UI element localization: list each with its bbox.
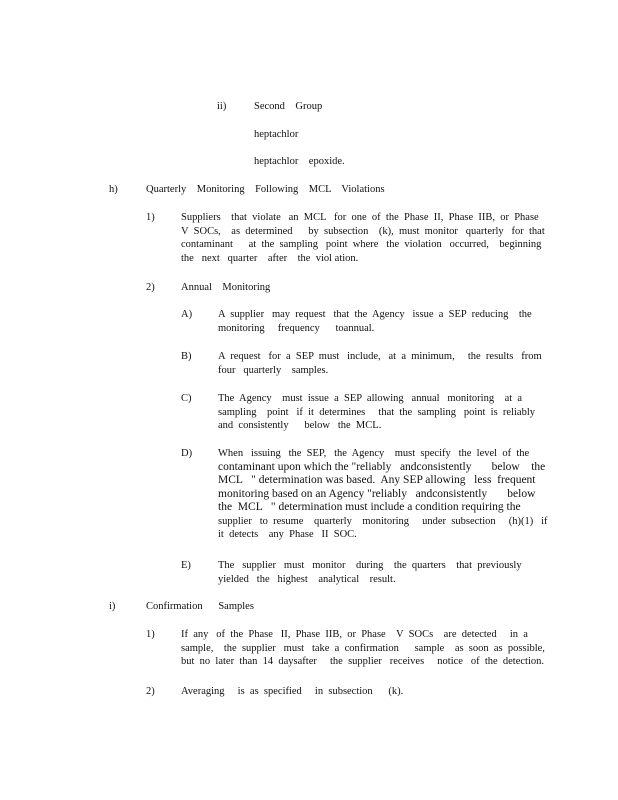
h2-B-paragraph <box>218 350 542 377</box>
h2-E-line: The supplier must monitor during the quarters that previously <box>218 560 522 571</box>
h2-D-line: contaminant upon which the "reliably andconsistently below the <box>218 460 546 473</box>
i-item2-label: 2) <box>146 686 155 697</box>
h-item2-title: Annual Monitoring <box>181 282 271 293</box>
h2-C-paragraph <box>218 392 535 433</box>
h2-D-line: When issuing the SEP, the Agency must specify the level of the <box>218 448 530 459</box>
h2-A-label: A) <box>181 309 193 320</box>
h-item1-line: contaminant at the sampling point where the violation occurred, beginning <box>181 239 542 250</box>
h2-E-line: yielded the highest analytical result. <box>218 573 396 585</box>
h2-B-line: four quarterly samples. <box>218 364 329 376</box>
section-i-label: i) <box>109 601 116 612</box>
i-item2-text: Averaging is as specified in subsection (k). <box>181 686 404 697</box>
h2-D-line: MCL " determination was based. Any SEP allowing less frequent <box>218 474 536 486</box>
h2-D-paragraph <box>218 447 548 542</box>
h2-D-line: it detects any Phase II SOC. <box>218 529 357 540</box>
h2-D-line: the MCL " determination must include a condition requiring the <box>218 501 521 513</box>
h2-D-label: D) <box>181 448 193 459</box>
section-i-title: Confirmation Samples <box>146 601 254 612</box>
i-item1-line: but no later than 14 daysafter the supplier receives notice of the detection. <box>181 656 545 667</box>
h2-C-line: The Agency must issue a SEP allowing annual monitoring at a <box>218 393 523 404</box>
block-ii-label: ii) <box>217 101 227 112</box>
h2-D-line: supplier to resume quarterly monitoring under subsection (h)(1) if <box>218 515 548 527</box>
h2-E-paragraph <box>218 559 522 586</box>
i-item1-label: 1) <box>146 629 155 640</box>
h-item1-line: V SOCs, as determined by subsection (k), must monitor quarterly for that <box>181 225 545 237</box>
block-ii-item-2: heptachlor epoxide. <box>254 156 345 167</box>
block-ii-item-1: heptachlor <box>254 129 299 140</box>
h2-A-line: monitoring frequency toannual. <box>218 322 375 334</box>
block-ii-item-0: Second Group <box>254 101 323 112</box>
h2-D-line: monitoring based on an Agency "reliably andconsistently below <box>218 487 536 500</box>
section-h-label: h) <box>109 184 118 195</box>
h2-C-line: and consistently below the MCL. <box>218 420 382 431</box>
h-item1-line: the next quarter after the viol ation. <box>181 252 359 264</box>
section-h-title: Quarterly Monitoring Following MCL Violations <box>146 184 385 195</box>
h2-A-line: A supplier may request that the Agency issue a SEP reducing the <box>218 309 532 320</box>
h2-E-label: E) <box>181 560 191 571</box>
i-item1-paragraph <box>181 628 545 669</box>
h-item1-paragraph <box>181 211 545 265</box>
h2-A-paragraph <box>218 308 530 335</box>
h2-B-label: B) <box>181 351 192 362</box>
i-item1-line: If any of the Phase II, Phase IIB, or Phase V SOCs are detected in a <box>181 629 528 640</box>
h2-C-label: C) <box>181 393 192 404</box>
h2-C-line: sampling point if it determines that the sampling point is reliably <box>218 406 535 418</box>
i-item1-line: sample, the supplier must take a confirmation sample as soon as possible, <box>181 642 545 654</box>
h-item2-label: 2) <box>146 282 155 293</box>
h-item1-line: Suppliers that violate an MCL for one of the Phase II, Phase IIB, or Phase <box>181 212 539 223</box>
h2-B-line: A request for a SEP must include, at a minimum, the results from <box>218 351 542 362</box>
h-item1-label: 1) <box>146 212 155 223</box>
